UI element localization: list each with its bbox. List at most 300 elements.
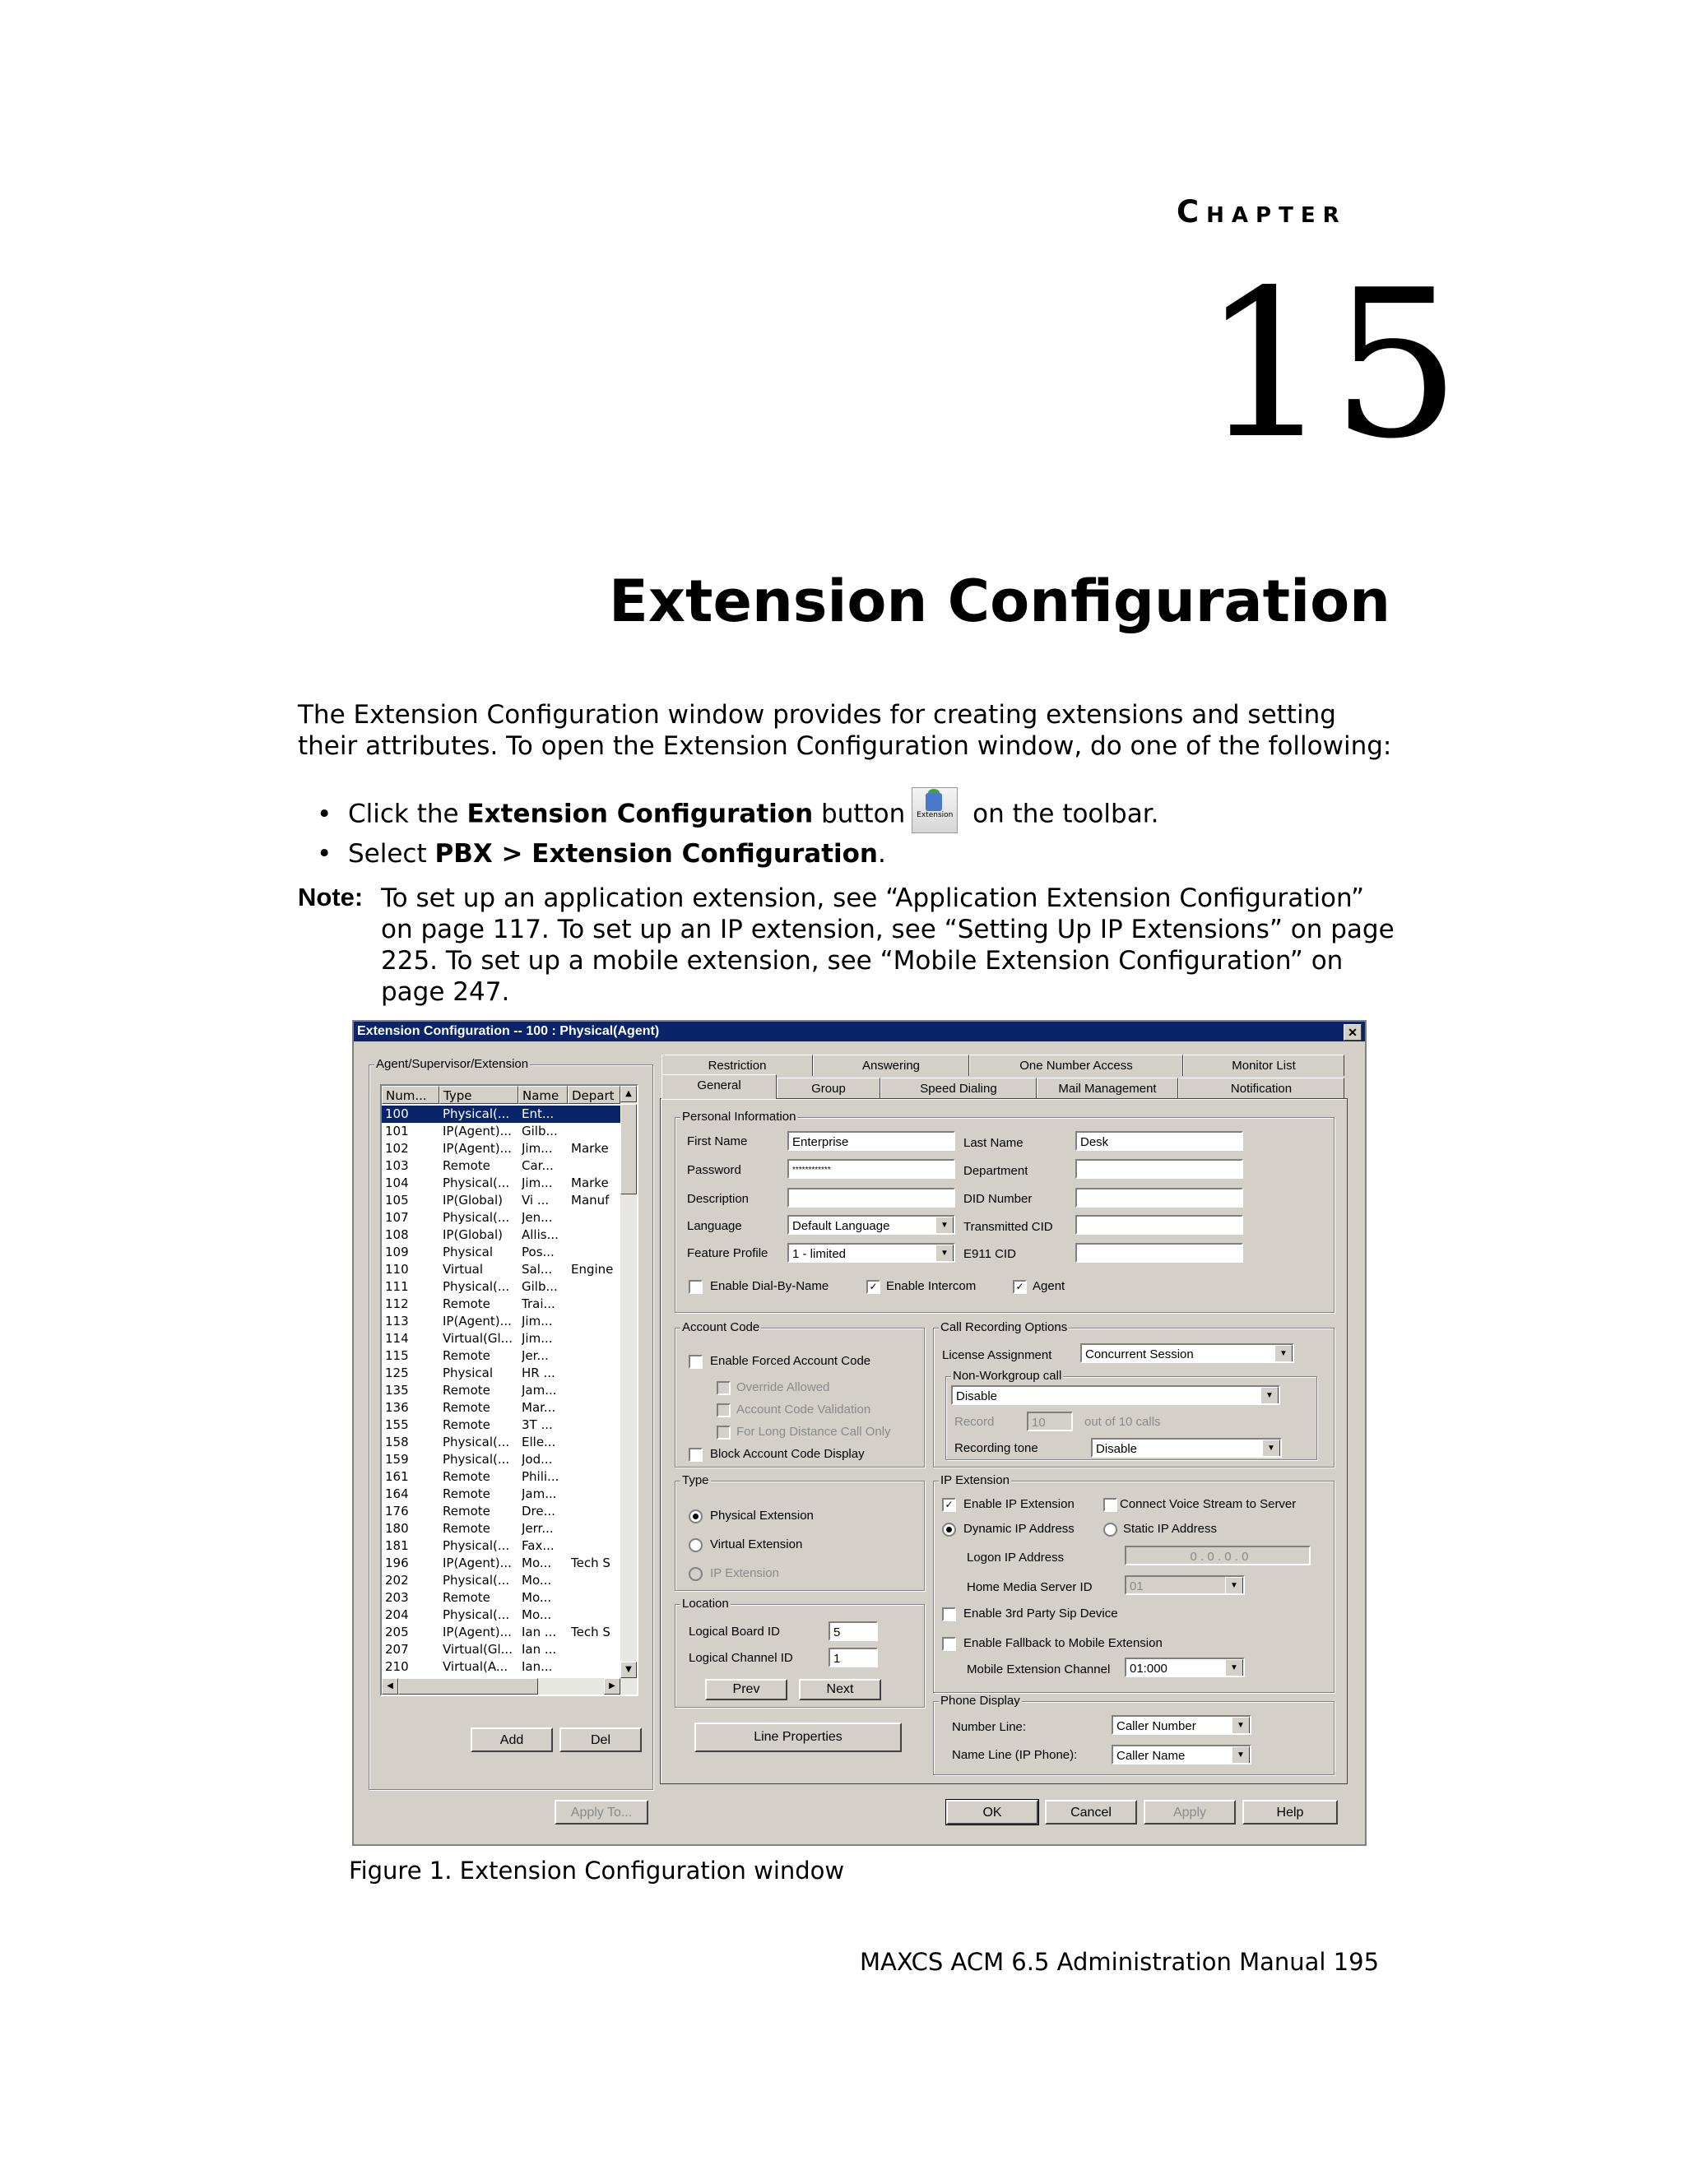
physical-label: Physical Extension — [710, 1509, 814, 1523]
table-cell: 107 — [385, 1210, 409, 1225]
chapter-number: 15 — [1201, 247, 1461, 484]
table-cell: Mo... — [522, 1590, 552, 1605]
group-title: Phone Display — [940, 1694, 1020, 1708]
table-cell: 196 — [385, 1556, 409, 1570]
table-cell: Virtual(Gl... — [443, 1331, 513, 1346]
mobile-channel-label: Mobile Extension Channel — [967, 1662, 1111, 1676]
password-field[interactable]: ************ — [787, 1159, 955, 1179]
home-media-server-label: Home Media Server ID — [967, 1580, 1093, 1594]
table-cell: IP(Agent)... — [443, 1314, 512, 1328]
table-row[interactable] — [382, 1607, 620, 1624]
license-select[interactable] — [1080, 1343, 1294, 1363]
enable-ip-checkbox[interactable]: ✓ — [942, 1498, 956, 1512]
table-cell: Marke — [571, 1175, 609, 1190]
table-cell: Remote — [443, 1296, 490, 1311]
table-cell: Ian... — [522, 1659, 553, 1674]
chevron-down-icon[interactable]: ▼ — [1232, 1717, 1250, 1735]
table-row[interactable] — [382, 1382, 620, 1399]
first-name-field[interactable]: Enterprise — [787, 1131, 955, 1151]
table-cell: IP(Global) — [443, 1227, 504, 1242]
department-label: Department — [963, 1164, 1028, 1178]
table-row[interactable] — [382, 1468, 620, 1486]
scroll-left-icon[interactable]: ◀ — [382, 1678, 398, 1695]
transmitted-cid-field[interactable] — [1075, 1215, 1243, 1235]
table-cell: 203 — [385, 1590, 409, 1605]
table-cell: Remote — [443, 1348, 490, 1363]
fallback-checkbox[interactable] — [942, 1637, 956, 1651]
logical-board-label: Logical Board ID — [689, 1625, 780, 1639]
home-media-server-value: 01 — [1130, 1579, 1144, 1593]
dynamic-ip-label: Dynamic IP Address — [963, 1522, 1075, 1536]
chapter-label: Chapter — [1177, 194, 1347, 230]
column-header-type[interactable]: Type — [439, 1086, 518, 1104]
connect-voice-label: Connect Voice Stream to Server — [1120, 1497, 1297, 1511]
ip-extension-radio[interactable] — [689, 1567, 703, 1581]
block-account-checkbox[interactable] — [689, 1448, 703, 1462]
phone-display-group — [933, 1694, 1335, 1775]
table-row[interactable] — [382, 1123, 620, 1140]
table-cell: 135 — [385, 1383, 409, 1398]
feature-profile-value: 1 - limited — [792, 1247, 847, 1261]
feature-profile-label: Feature Profile — [687, 1246, 768, 1260]
table-cell: 176 — [385, 1504, 409, 1519]
logical-channel-label: Logical Channel ID — [689, 1651, 793, 1665]
language-label: Language — [687, 1219, 742, 1233]
table-cell: 103 — [385, 1158, 409, 1173]
table-cell: 104 — [385, 1175, 409, 1190]
table-row[interactable] — [382, 1140, 620, 1157]
table-row[interactable] — [382, 1244, 620, 1261]
chevron-down-icon[interactable]: ▼ — [1225, 1577, 1243, 1595]
table-cell: Allis... — [522, 1227, 559, 1242]
language-select[interactable] — [787, 1215, 955, 1235]
tab-answering[interactable]: Answering — [813, 1055, 969, 1076]
h-scroll-thumb[interactable] — [398, 1678, 538, 1695]
group-title: Personal Information — [682, 1110, 796, 1124]
extension-toolbar-icon — [912, 787, 958, 833]
table-row[interactable] — [382, 1296, 620, 1313]
table-cell: Ent... — [522, 1106, 555, 1121]
table-cell: Physical(... — [443, 1573, 510, 1588]
group-title: Type — [682, 1473, 709, 1487]
fallback-label: Enable Fallback to Mobile Extension — [963, 1636, 1163, 1650]
table-cell: 108 — [385, 1227, 409, 1242]
group-title: Location — [682, 1597, 729, 1611]
virtual-label: Virtual Extension — [710, 1537, 803, 1551]
add-button[interactable]: Add — [471, 1727, 553, 1752]
table-cell: Virtual — [443, 1262, 484, 1277]
table-cell: 202 — [385, 1573, 409, 1588]
ip-extension-label: IP Extension — [710, 1566, 779, 1580]
table-cell: Fax... — [522, 1538, 555, 1553]
group-title: Non-Workgroup call — [953, 1369, 1062, 1383]
record-suffix: out of 10 calls — [1084, 1415, 1161, 1429]
prev-button[interactable]: Prev — [705, 1679, 787, 1700]
table-row[interactable] — [382, 1624, 620, 1641]
table-cell: Jam... — [522, 1383, 557, 1398]
bullet-text: Click the — [348, 799, 467, 829]
close-icon[interactable]: ✕ — [1344, 1024, 1362, 1041]
table-cell: 158 — [385, 1435, 409, 1449]
mobile-channel-value: 01:000 — [1130, 1662, 1167, 1676]
table-cell: Mo... — [522, 1607, 552, 1622]
column-header-name[interactable]: Name — [518, 1086, 568, 1104]
dialog-title-bar — [354, 1022, 1365, 1041]
department-field[interactable] — [1075, 1159, 1243, 1179]
scroll-up-icon[interactable]: ▲ — [620, 1086, 637, 1102]
table-row[interactable] — [382, 1157, 620, 1175]
forced-account-checkbox[interactable] — [689, 1355, 703, 1369]
ok-button[interactable]: OK — [946, 1800, 1038, 1825]
e911-cid-label: E911 CID — [963, 1247, 1016, 1261]
table-row[interactable] — [382, 1313, 620, 1330]
table-cell: Ian ... — [522, 1642, 557, 1657]
logical-board-field[interactable]: 5 — [829, 1621, 878, 1641]
name-line-select[interactable] — [1112, 1745, 1251, 1764]
recording-tone-value: Disable — [1096, 1442, 1138, 1456]
table-cell: Remote — [443, 1417, 490, 1432]
apply-to-button[interactable]: Apply To... — [555, 1800, 648, 1825]
logon-ip-field[interactable]: 0 . 0 . 0 . 0 — [1125, 1546, 1311, 1565]
table-cell: 113 — [385, 1314, 409, 1328]
bullet-text: button — [813, 799, 906, 829]
table-cell: 110 — [385, 1262, 409, 1277]
home-media-server-select[interactable] — [1125, 1575, 1245, 1595]
sip-device-checkbox[interactable] — [942, 1607, 956, 1621]
group-title: Call Recording Options — [940, 1320, 1068, 1334]
table-cell: 100 — [385, 1106, 409, 1121]
table-cell: Mo... — [522, 1556, 552, 1570]
table-cell: Remote — [443, 1469, 490, 1484]
sip-device-label: Enable 3rd Party Sip Device — [963, 1607, 1118, 1621]
table-row[interactable] — [382, 1192, 620, 1209]
table-cell: 181 — [385, 1538, 409, 1553]
agent-label: Agent — [1033, 1279, 1065, 1293]
bullet-click-button — [317, 792, 1158, 838]
number-line-value: Caller Number — [1116, 1719, 1196, 1733]
table-row[interactable] — [382, 1330, 620, 1347]
account-code-group — [675, 1320, 925, 1468]
table-cell: 112 — [385, 1296, 409, 1311]
logical-channel-field[interactable]: 1 — [829, 1648, 878, 1667]
line-properties-button[interactable]: Line Properties — [694, 1723, 902, 1752]
password-label: Password — [687, 1163, 741, 1177]
bullet-bold: Extension Configuration — [467, 799, 814, 829]
table-cell: Physical(... — [443, 1538, 510, 1553]
table-cell: Physical(... — [443, 1607, 510, 1622]
table-cell: Jim... — [522, 1175, 553, 1190]
record-stepper[interactable]: 10 — [1027, 1412, 1073, 1431]
table-cell: Tech S — [571, 1625, 610, 1639]
table-cell: IP(Agent)... — [443, 1625, 512, 1639]
intercom-label: Enable Intercom — [886, 1279, 977, 1293]
page-footer: MAXCS ACM 6.5 Administration Manual 195 — [860, 1948, 1380, 1976]
mobile-channel-select[interactable] — [1125, 1658, 1245, 1677]
tab-general[interactable]: General — [661, 1074, 777, 1099]
scroll-right-icon[interactable]: ▶ — [604, 1678, 620, 1695]
static-ip-label: Static IP Address — [1123, 1522, 1217, 1536]
table-cell: Remote — [443, 1521, 490, 1536]
tab-mail-management[interactable]: Mail Management — [1037, 1078, 1178, 1099]
table-cell: Trai... — [522, 1296, 555, 1311]
cancel-button[interactable]: Cancel — [1045, 1800, 1137, 1825]
override-label: Override Allowed — [736, 1380, 830, 1394]
table-cell: Jam... — [522, 1486, 557, 1501]
table-cell: Vi ... — [522, 1193, 550, 1208]
del-button[interactable]: Del — [559, 1727, 642, 1752]
table-cell: 125 — [385, 1366, 409, 1380]
table-cell: IP(Agent)... — [443, 1556, 512, 1570]
table-cell: Tech S — [571, 1556, 610, 1570]
table-cell: 3T ... — [522, 1417, 553, 1432]
horizontal-scrollbar[interactable] — [382, 1678, 637, 1695]
table-cell: IP(Agent)... — [443, 1141, 512, 1156]
table-row[interactable] — [382, 1503, 620, 1520]
table-cell: Virtual(Gl... — [443, 1642, 513, 1657]
table-cell: Marke — [571, 1141, 609, 1156]
table-cell: Sal... — [522, 1262, 553, 1277]
validation-checkbox[interactable] — [717, 1403, 731, 1417]
figure-caption: Figure 1. Extension Configuration window — [349, 1857, 845, 1885]
table-row[interactable] — [382, 1641, 620, 1658]
note-label: Note: — [298, 883, 364, 911]
enable-ip-label: Enable IP Extension — [963, 1497, 1075, 1511]
table-row[interactable] — [382, 1434, 620, 1451]
did-number-label: DID Number — [963, 1192, 1033, 1206]
table-cell: Jen... — [522, 1210, 553, 1225]
table-row[interactable] — [382, 1520, 620, 1537]
number-line-label: Number Line: — [952, 1720, 1027, 1734]
table-cell: Engine — [571, 1262, 614, 1277]
table-row[interactable] — [382, 1417, 620, 1434]
number-line-select[interactable] — [1112, 1715, 1251, 1735]
connect-voice-checkbox[interactable] — [1103, 1498, 1117, 1512]
language-value: Default Language — [792, 1219, 890, 1233]
table-cell: Ian ... — [522, 1625, 557, 1639]
table-cell: Physical(... — [443, 1210, 510, 1225]
group-title: Account Code — [682, 1320, 760, 1334]
table-cell: 204 — [385, 1607, 409, 1622]
table-cell: 105 — [385, 1193, 409, 1208]
table-cell: Manuf — [571, 1193, 610, 1208]
table-cell: Jim... — [522, 1141, 553, 1156]
table-cell: Mar... — [522, 1400, 556, 1415]
table-row[interactable] — [382, 1451, 620, 1468]
table-cell: Pos... — [522, 1245, 555, 1259]
block-account-label: Block Account Code Display — [710, 1447, 865, 1461]
apply-button[interactable]: Apply — [1144, 1800, 1236, 1825]
table-row[interactable] — [382, 1589, 620, 1607]
table-cell: Physical — [443, 1366, 494, 1380]
table-cell: Physical — [443, 1245, 494, 1259]
table-cell: 159 — [385, 1452, 409, 1467]
table-cell: Physical(... — [443, 1279, 510, 1294]
validation-label: Account Code Validation — [736, 1403, 871, 1417]
table-cell: Physical(... — [443, 1106, 510, 1121]
table-row[interactable] — [382, 1209, 620, 1226]
table-row[interactable] — [382, 1399, 620, 1417]
icon-caption: Extension — [917, 811, 954, 819]
chevron-down-icon[interactable]: ▼ — [935, 1245, 954, 1263]
table-row[interactable] — [382, 1278, 620, 1296]
table-cell: 161 — [385, 1469, 409, 1484]
table-cell: Car... — [522, 1158, 554, 1173]
table-cell: IP(Agent)... — [443, 1124, 512, 1138]
personal-information-group — [675, 1110, 1335, 1313]
table-cell: 210 — [385, 1659, 409, 1674]
first-name-label: First Name — [687, 1134, 748, 1148]
scroll-down-icon[interactable]: ▼ — [620, 1662, 637, 1678]
bullet-dot: • — [317, 839, 332, 869]
transmitted-cid-label: Transmitted CID — [963, 1220, 1053, 1234]
table-cell: IP(Global) — [443, 1193, 504, 1208]
location-group — [675, 1597, 925, 1708]
license-value: Concurrent Session — [1085, 1347, 1194, 1361]
non-workgroup-select[interactable] — [951, 1385, 1280, 1405]
name-line-value: Caller Name — [1116, 1749, 1186, 1763]
dial-by-name-checkbox[interactable] — [689, 1280, 703, 1294]
table-cell: Jim... — [522, 1314, 553, 1328]
table-cell: Physical(... — [443, 1435, 510, 1449]
physical-radio[interactable] — [689, 1509, 703, 1523]
tab-monitor-list[interactable]: Monitor List — [1183, 1055, 1344, 1076]
feature-profile-select[interactable] — [787, 1243, 955, 1263]
chapter-title: Extension Configuration — [609, 568, 1390, 635]
table-cell: 101 — [385, 1124, 409, 1138]
agent-checkbox[interactable]: ✓ — [1013, 1280, 1027, 1294]
table-cell: HR ... — [522, 1366, 555, 1380]
table-cell: 180 — [385, 1521, 409, 1536]
logon-ip-label: Logon IP Address — [967, 1551, 1065, 1565]
bullet-select-menu — [317, 838, 886, 869]
table-cell: Dre... — [522, 1504, 555, 1519]
table-cell: Physical(... — [443, 1452, 510, 1467]
last-name-label: Last Name — [963, 1136, 1024, 1150]
license-label: License Assignment — [942, 1348, 1052, 1362]
table-cell: Gilb... — [522, 1279, 558, 1294]
scroll-thumb[interactable] — [620, 1104, 637, 1194]
intro-paragraph: The Extension Configuration window provides for creating extensions and setting their attributes. To open the Extension Configuration window, do one of the following: — [298, 700, 1392, 761]
extension-list[interactable] — [380, 1084, 638, 1696]
column-header-num[interactable]: Num... — [382, 1086, 439, 1104]
table-row[interactable] — [382, 1572, 620, 1589]
bullet-text: Select — [348, 839, 435, 869]
table-cell: 205 — [385, 1625, 409, 1639]
table-cell: Jod... — [522, 1452, 553, 1467]
table-cell: Remote — [443, 1383, 490, 1398]
vertical-scrollbar[interactable] — [620, 1086, 637, 1678]
table-cell: 164 — [385, 1486, 409, 1501]
table-row[interactable] — [382, 1555, 620, 1572]
table-row[interactable] — [382, 1175, 620, 1192]
dynamic-ip-radio[interactable] — [942, 1523, 956, 1537]
type-group — [675, 1473, 925, 1591]
non-workgroup-value: Disable — [956, 1389, 998, 1403]
table-row[interactable] — [382, 1347, 620, 1365]
static-ip-radio[interactable] — [1103, 1523, 1117, 1537]
table-row[interactable] — [382, 1226, 620, 1244]
table-cell: Virtual(A... — [443, 1659, 508, 1674]
tab-group[interactable]: Group — [777, 1078, 880, 1099]
override-checkbox[interactable] — [717, 1381, 731, 1395]
table-cell: Remote — [443, 1158, 490, 1173]
did-number-field[interactable] — [1075, 1188, 1243, 1208]
chevron-down-icon[interactable]: ▼ — [1225, 1659, 1243, 1677]
table-cell: 115 — [385, 1348, 409, 1363]
table-cell: 111 — [385, 1279, 409, 1294]
dialog-title: Extension Configuration -- 100 : Physical(Agent) — [357, 1024, 660, 1038]
table-cell: Jer... — [522, 1348, 549, 1363]
chevron-down-icon[interactable]: ▼ — [1260, 1387, 1279, 1405]
last-name-field[interactable]: Desk — [1075, 1131, 1243, 1151]
bullet-dot: • — [317, 799, 332, 829]
bullet-text: . — [878, 839, 886, 869]
chevron-down-icon[interactable]: ▼ — [1274, 1345, 1293, 1363]
long-distance-label: For Long Distance Call Only — [736, 1425, 891, 1439]
chevron-down-icon[interactable]: ▼ — [1262, 1440, 1280, 1458]
table-cell: Mo... — [522, 1573, 552, 1588]
table-cell: Physical(... — [443, 1175, 510, 1190]
table-row[interactable] — [382, 1537, 620, 1555]
call-recording-group — [933, 1320, 1335, 1468]
table-row[interactable] — [382, 1658, 620, 1676]
recording-tone-select[interactable] — [1091, 1438, 1282, 1458]
group-title: Agent/Supervisor/Extension — [376, 1057, 529, 1071]
tab-one-number-access[interactable]: One Number Access — [969, 1055, 1183, 1076]
column-header-department[interactable]: Depart — [568, 1086, 620, 1104]
chevron-down-icon[interactable]: ▼ — [1232, 1746, 1250, 1764]
table-row[interactable] — [382, 1365, 620, 1382]
record-label: Record — [954, 1415, 995, 1429]
note-text: To set up an application extension, see “Application Extension Configuration” on page 117. To set up an IP extension, see “Setting Up IP Extensions” on page 225. To set up a mobile extension, see “Mobile Extension Configuration” on page 247. — [381, 883, 1395, 1007]
long-distance-checkbox[interactable] — [717, 1426, 731, 1440]
recording-tone-label: Recording tone — [954, 1441, 1038, 1455]
table-cell: Jerr... — [522, 1521, 554, 1536]
table-cell: 102 — [385, 1141, 409, 1156]
help-button[interactable]: Help — [1242, 1800, 1338, 1825]
table-row[interactable] — [382, 1261, 620, 1278]
table-cell: 109 — [385, 1245, 409, 1259]
forced-account-label: Enable Forced Account Code — [710, 1354, 871, 1368]
description-field[interactable] — [787, 1188, 955, 1208]
table-row[interactable] — [382, 1486, 620, 1503]
e911-cid-field[interactable] — [1075, 1243, 1243, 1263]
table-cell: 114 — [385, 1331, 409, 1346]
table-cell: Phili... — [522, 1469, 559, 1484]
non-workgroup-group — [945, 1369, 1317, 1460]
table-cell: 207 — [385, 1642, 409, 1657]
table-cell: Jim... — [522, 1331, 553, 1346]
bullet-text: on the toolbar. — [964, 799, 1159, 829]
intercom-checkbox[interactable]: ✓ — [866, 1280, 880, 1294]
table-cell: Gilb... — [522, 1124, 558, 1138]
table-cell: Elle... — [522, 1435, 556, 1449]
bullet-bold: PBX > Extension Configuration — [434, 839, 879, 869]
table-cell: Remote — [443, 1486, 490, 1501]
tab-restriction[interactable]: Restriction — [661, 1055, 813, 1076]
tab-notification[interactable]: Notification — [1178, 1078, 1344, 1099]
next-button[interactable]: Next — [799, 1679, 881, 1700]
virtual-radio[interactable] — [689, 1538, 703, 1552]
table-row[interactable] — [382, 1106, 620, 1123]
group-title: IP Extension — [940, 1473, 1010, 1487]
tab-speed-dialing[interactable]: Speed Dialing — [880, 1078, 1037, 1099]
list-header — [382, 1086, 620, 1104]
chevron-down-icon[interactable]: ▼ — [935, 1217, 954, 1235]
description-label: Description — [687, 1192, 750, 1206]
dial-by-name-label: Enable Dial-By-Name — [710, 1279, 829, 1293]
table-cell: 136 — [385, 1400, 409, 1415]
